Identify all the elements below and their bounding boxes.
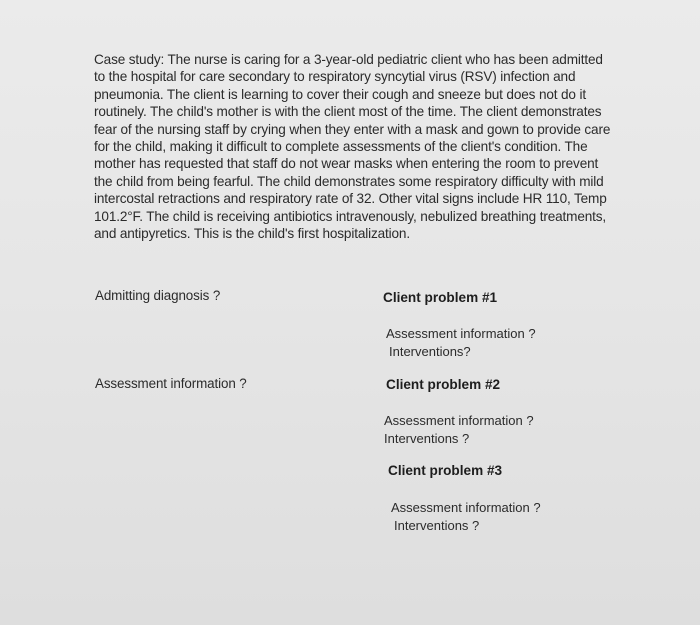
client-problem-1-interventions: Interventions?: [389, 343, 471, 359]
admitting-diagnosis-label: Admitting diagnosis ?: [95, 288, 221, 303]
client-problem-3-heading: Client problem #3: [388, 463, 503, 478]
client-problem-1-details: [386, 325, 536, 360]
client-problem-2-heading: Client problem #2: [386, 377, 501, 392]
case-study-line: intercostal retractions and respiratory rate of 32. Other vital signs include HR 110, Temp: [94, 191, 607, 207]
case-study-line: mother has requested that staff do not wear masks when entering the room to prevent: [94, 156, 599, 172]
client-problem-2-details: [384, 412, 534, 447]
case-study-line: to the hospital for care secondary to respiratory syncytial virus (RSV) infection and: [94, 69, 576, 85]
client-problem-3-assessment: Assessment information ?: [391, 500, 541, 515]
client-problem-2-interventions: Interventions ?: [384, 430, 470, 446]
case-study-paragraph: [94, 51, 634, 242]
assessment-information-label: Assessment information ?: [95, 376, 247, 391]
client-problem-3-details: [391, 499, 541, 534]
case-study-line: Case study: The nurse is caring for a 3-year-old pediatric client who has been admitted: [94, 52, 603, 67]
case-study-line: 101.2°F. The child is receiving antibiotics intravenously, nebulized breathing treatments,: [94, 208, 607, 224]
client-problem-3-interventions: Interventions ?: [394, 517, 480, 533]
case-study-line: the child from being fearful. The child demonstrates some respiratory difficulty with mild: [94, 173, 604, 189]
case-study-line: for the child, making it difficult to complete assessments of the client's condition. The: [94, 139, 588, 155]
case-study-line: fear of the nursing staff by crying when they enter with a mask and gown to provide care: [94, 121, 611, 137]
client-problem-2-assessment: Assessment information ?: [384, 413, 534, 428]
client-problem-1-heading: Client problem #1: [383, 290, 498, 305]
case-study-line: and antipyretics. This is the child's first hospitalization.: [94, 226, 410, 242]
case-study-line: pneumonia. The client is learning to cover their cough and sneeze but does not do it: [94, 86, 586, 102]
client-problem-1-assessment: Assessment information ?: [386, 326, 536, 341]
case-study-line: routinely. The child's mother is with the client most of the time. The client demonstrates: [94, 104, 602, 120]
